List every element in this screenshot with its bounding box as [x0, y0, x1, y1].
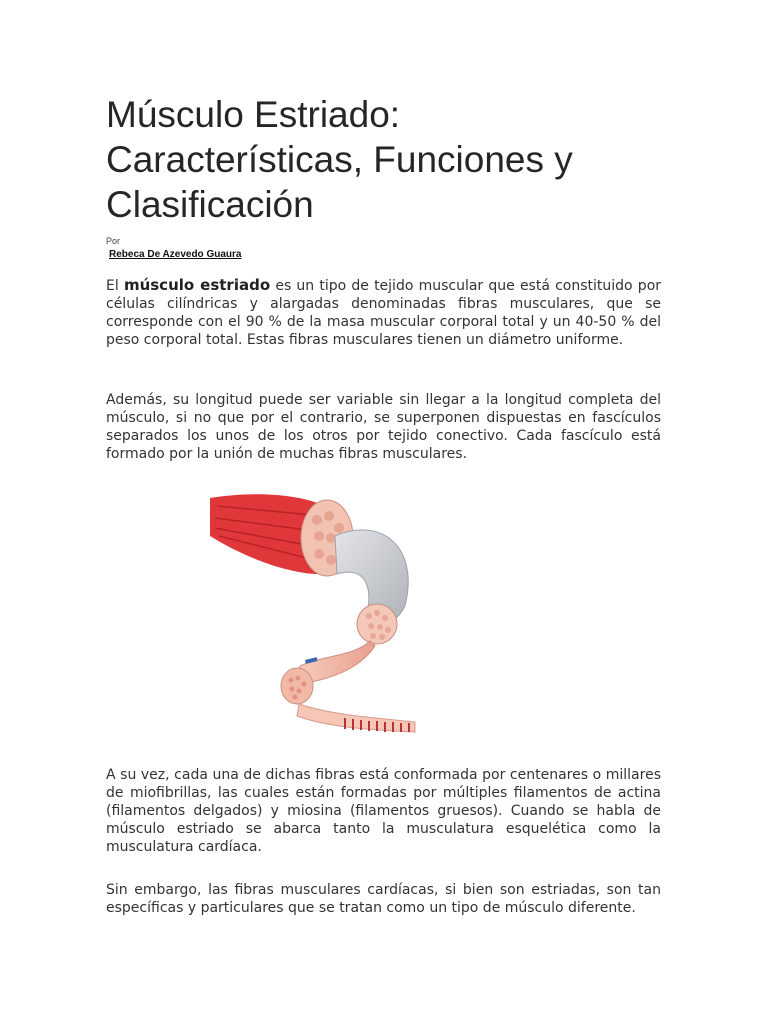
- muscle-structure-illustration: [205, 486, 465, 746]
- paragraph-1: [106, 276, 661, 349]
- title-line-3: Clasificación: [106, 184, 314, 225]
- title-line-2: Características, Funciones y: [106, 139, 573, 180]
- muscle-illustration-svg: [205, 486, 465, 746]
- paragraph-3: A su vez, cada una de dichas fibras está conformada por centenares o millares de miofibrillas, las cuales están formadas por múltiples filamentos de actina (filamentos delgados) y miosina (filamentos gruesos). Cuando se habla de músculo estriado se abarca tanto la musculatura esquelética como la musculatura cardíaca.: [106, 767, 661, 855]
- paragraph-1-rest: es un tipo de tejido muscular que está constituido por células cilíndricas y alargadas denominadas fibras musculares, que se corresponde con el 90 % de la masa muscular corporal total y un 40-50 % del peso corporal total. Estas fibras musculares tienen un diámetro uniforme.: [106, 278, 662, 348]
- byline-label: Por: [106, 236, 121, 246]
- paragraph-4: Sin embargo, las fibras musculares cardíacas, si bien son estriadas, son tan específicas y particulares que se tratan como un tipo de músculo diferente.: [106, 882, 661, 916]
- paragraph-1-lead: El: [106, 278, 124, 294]
- title-line-1: Músculo Estriado:: [106, 94, 401, 135]
- author-link[interactable]: Rebeca De Azevedo Guaura: [109, 249, 242, 260]
- paragraph-2: Además, su longitud puede ser variable sin llegar a la longitud completa del músculo, si no que por el contrario, se superponen dispuestas en fascículos separados los unos de los otros por tejido conectivo. Cada fascículo está formado por la unión de muchas fibras musculares.: [106, 392, 661, 462]
- article-title: [106, 92, 666, 227]
- myofibril: [297, 704, 415, 732]
- paragraph-1-bold-term: músculo estriado: [123, 276, 271, 294]
- fiber-cross-section: [281, 668, 313, 704]
